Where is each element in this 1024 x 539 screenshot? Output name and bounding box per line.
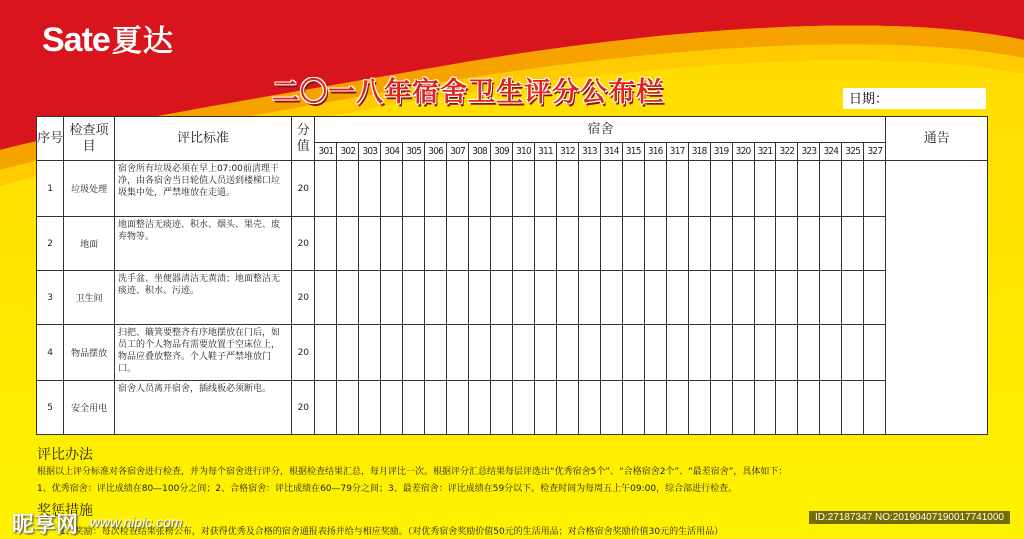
score-cell — [622, 217, 644, 271]
score-cell — [864, 161, 886, 217]
score-cell — [688, 161, 710, 217]
room-header: 314 — [600, 143, 622, 161]
score-cell — [556, 217, 578, 271]
score-cell — [644, 217, 666, 271]
row-score: 20 — [292, 271, 315, 325]
score-cell — [578, 325, 600, 381]
score-cell — [754, 271, 776, 325]
score-cell — [315, 217, 337, 271]
score-cell — [798, 325, 820, 381]
score-cell — [337, 217, 359, 271]
score-cell — [864, 381, 886, 435]
score-cell — [425, 161, 447, 217]
score-cell — [337, 325, 359, 381]
room-header: 302 — [337, 143, 359, 161]
score-cell — [864, 217, 886, 271]
row-no: 5 — [37, 381, 64, 435]
score-cell — [798, 217, 820, 271]
score-cell — [447, 325, 469, 381]
score-cell — [491, 161, 513, 217]
score-cell — [425, 381, 447, 435]
score-cell — [513, 381, 535, 435]
watermark-id: ID:27187347 NO:20190407190017741000 — [809, 511, 1010, 524]
score-cell — [732, 217, 754, 271]
score-cell — [556, 325, 578, 381]
row-item: 垃圾处理 — [64, 161, 115, 217]
score-cell — [600, 271, 622, 325]
score-cell — [688, 381, 710, 435]
room-header: 316 — [644, 143, 666, 161]
method-line-2: 1、优秀宿舍：评比成绩在80—100分之间；2、合格宿舍：评比成绩在60—79分之间；3、最差宿舍：评比成绩在59分以下。检查时间为每周五上午09:00，综合部进行检查。 — [37, 484, 738, 494]
score-cell — [754, 161, 776, 217]
score-cell — [710, 217, 732, 271]
score-cell — [820, 161, 842, 217]
room-header: 311 — [534, 143, 556, 161]
score-cell — [710, 161, 732, 217]
score-cell — [600, 381, 622, 435]
score-cell — [556, 271, 578, 325]
score-cell — [864, 325, 886, 381]
score-cell — [600, 325, 622, 381]
score-cell — [820, 271, 842, 325]
score-cell — [776, 271, 798, 325]
row-criteria: 宿舍人员离开宿舍，插线板必须断电。 — [114, 381, 291, 435]
score-cell — [491, 325, 513, 381]
row-item: 物品摆放 — [64, 325, 115, 381]
table-row — [37, 381, 988, 435]
score-cell — [732, 161, 754, 217]
score-cell — [710, 381, 732, 435]
score-cell — [798, 271, 820, 325]
room-header: 301 — [315, 143, 337, 161]
watermark-logo: 昵享网 — [12, 513, 79, 538]
score-cell — [513, 271, 535, 325]
room-header: 323 — [798, 143, 820, 161]
score-cell — [666, 161, 688, 217]
score-cell — [491, 217, 513, 271]
score-cell — [381, 161, 403, 217]
score-cell — [359, 217, 381, 271]
score-cell — [666, 381, 688, 435]
score-cell — [688, 271, 710, 325]
score-cell — [513, 325, 535, 381]
table-row — [37, 325, 988, 381]
room-header: 313 — [578, 143, 600, 161]
row-score: 20 — [292, 217, 315, 271]
score-cell — [359, 381, 381, 435]
score-cell — [534, 381, 556, 435]
row-item: 卫生间 — [64, 271, 115, 325]
score-cell — [315, 271, 337, 325]
row-criteria: 扫把、簸箕要整齐有序地摆放在门后，如员工的个人物品有需要放置于空床位上，物品应叠放整齐。个人鞋子严禁堆放门口。 — [114, 325, 291, 381]
page-title: 二〇一八年宿舍卫生评分公布栏 — [272, 77, 664, 108]
score-cell — [337, 271, 359, 325]
score-cell — [820, 381, 842, 435]
score-cell — [469, 217, 491, 271]
score-cell — [644, 381, 666, 435]
score-cell — [469, 325, 491, 381]
score-cell — [622, 161, 644, 217]
room-header: 303 — [359, 143, 381, 161]
score-cell — [469, 271, 491, 325]
score-cell — [425, 325, 447, 381]
room-header: 324 — [820, 143, 842, 161]
score-cell — [666, 217, 688, 271]
table-row — [37, 271, 988, 325]
score-cell — [381, 217, 403, 271]
score-cell — [776, 161, 798, 217]
room-header: 309 — [491, 143, 513, 161]
method-title: 评比办法 — [37, 447, 93, 463]
score-cell — [403, 217, 425, 271]
score-cell — [776, 325, 798, 381]
score-table — [36, 116, 988, 435]
score-cell — [359, 271, 381, 325]
score-cell — [447, 271, 469, 325]
row-criteria: 地面整洁无痰迹、积水、烟头、果壳、废弃物等。 — [114, 217, 291, 271]
score-cell — [842, 381, 864, 435]
score-cell — [776, 381, 798, 435]
row-score: 20 — [292, 325, 315, 381]
score-cell — [359, 161, 381, 217]
header-criteria: 评比标准 — [114, 117, 291, 161]
room-header: 312 — [556, 143, 578, 161]
score-cell — [425, 271, 447, 325]
score-cell — [469, 161, 491, 217]
brand-latin: Sate — [42, 21, 110, 59]
header-item: 检查项目 — [64, 117, 115, 161]
score-cell — [754, 381, 776, 435]
score-cell — [534, 161, 556, 217]
score-cell — [337, 161, 359, 217]
score-cell — [622, 271, 644, 325]
score-cell — [491, 271, 513, 325]
room-header: 317 — [666, 143, 688, 161]
room-header: 306 — [425, 143, 447, 161]
score-cell — [732, 271, 754, 325]
score-cell — [403, 161, 425, 217]
notice-cell — [886, 161, 988, 435]
score-cell — [578, 381, 600, 435]
score-cell — [359, 325, 381, 381]
row-item: 地面 — [64, 217, 115, 271]
score-cell — [491, 381, 513, 435]
score-cell — [534, 217, 556, 271]
score-cell — [710, 325, 732, 381]
row-item: 安全用电 — [64, 381, 115, 435]
score-cell — [556, 381, 578, 435]
score-cell — [381, 381, 403, 435]
score-cell — [337, 381, 359, 435]
score-cell — [820, 325, 842, 381]
score-cell — [578, 217, 600, 271]
room-header: 320 — [732, 143, 754, 161]
room-header: 322 — [776, 143, 798, 161]
date-label: 日期： — [849, 92, 889, 107]
score-cell — [754, 325, 776, 381]
score-cell — [732, 381, 754, 435]
row-no: 1 — [37, 161, 64, 217]
score-cell — [688, 325, 710, 381]
score-cell — [644, 271, 666, 325]
score-cell — [513, 217, 535, 271]
score-cell — [798, 381, 820, 435]
room-header: 308 — [469, 143, 491, 161]
score-cell — [403, 271, 425, 325]
header-no: 序号 — [37, 117, 64, 161]
room-header: 307 — [447, 143, 469, 161]
score-cell — [842, 161, 864, 217]
score-cell — [403, 325, 425, 381]
score-cell — [666, 325, 688, 381]
score-cell — [578, 161, 600, 217]
score-cell — [534, 271, 556, 325]
header-dorm: 宿舍 — [315, 117, 886, 143]
table-row — [37, 161, 988, 217]
score-cell — [447, 217, 469, 271]
score-cell — [578, 271, 600, 325]
score-cell — [381, 325, 403, 381]
row-score: 20 — [292, 381, 315, 435]
row-no: 3 — [37, 271, 64, 325]
score-cell — [534, 325, 556, 381]
score-cell — [381, 271, 403, 325]
room-header: 327 — [864, 143, 886, 161]
date-field — [843, 88, 986, 109]
table-row — [37, 217, 988, 271]
score-cell — [425, 217, 447, 271]
brand-chinese: 夏达 — [111, 24, 174, 59]
reward-line-1: 1、奖励：每次检查结果张榜公布，对获得优秀及合格的宿舍通报表扬并给与相应奖励。（对优秀宿舍奖励价值50元的生活用品；对合格宿舍奖励价值30元的生活用品） — [60, 527, 724, 537]
score-cell — [622, 381, 644, 435]
row-criteria: 洗手盆、坐便器清洁无黄渍；地面整洁无痰迹、积水、污迹。 — [114, 271, 291, 325]
score-cell — [688, 217, 710, 271]
score-cell — [864, 271, 886, 325]
score-cell — [447, 381, 469, 435]
score-cell — [820, 217, 842, 271]
score-cell — [556, 161, 578, 217]
score-cell — [754, 217, 776, 271]
score-cell — [666, 271, 688, 325]
score-cell — [710, 271, 732, 325]
score-cell — [776, 217, 798, 271]
score-cell — [447, 161, 469, 217]
score-cell — [798, 161, 820, 217]
score-cell — [732, 325, 754, 381]
score-cell — [644, 325, 666, 381]
score-cell — [842, 325, 864, 381]
watermark-url: www.nipic.com — [90, 514, 183, 530]
header-score: 分值 — [292, 117, 315, 161]
score-cell — [842, 271, 864, 325]
room-header: 319 — [710, 143, 732, 161]
score-cell — [315, 161, 337, 217]
method-line-1: 根据以上评分标准对各宿舍进行检查，并为每个宿舍进行评分，根据检查结果汇总，每月评比一次。根据评分汇总结果每层评选出“优秀宿舍5个”、“合格宿舍2个”、“最差宿舍”，具体如下： — [37, 467, 788, 477]
header-notice: 通告 — [886, 117, 988, 161]
score-cell — [600, 161, 622, 217]
row-score: 20 — [292, 161, 315, 217]
score-cell — [315, 381, 337, 435]
room-header: 318 — [688, 143, 710, 161]
row-no: 4 — [37, 325, 64, 381]
score-cell — [403, 381, 425, 435]
brand-logo — [42, 20, 174, 62]
room-header: 325 — [842, 143, 864, 161]
score-cell — [644, 161, 666, 217]
score-cell — [513, 161, 535, 217]
score-cell — [622, 325, 644, 381]
score-cell — [469, 381, 491, 435]
score-cell — [600, 217, 622, 271]
room-header: 304 — [381, 143, 403, 161]
room-header: 315 — [622, 143, 644, 161]
score-cell — [842, 217, 864, 271]
room-header: 305 — [403, 143, 425, 161]
score-cell — [315, 325, 337, 381]
row-no: 2 — [37, 217, 64, 271]
reward-title: 奖惩措施 — [37, 503, 93, 519]
room-header: 310 — [513, 143, 535, 161]
row-criteria: 宿舍所有垃圾必须在早上07:00前清理干净，由各宿舍当日轮值人员送到楼梯口垃圾集中处，严禁堆放在走道。 — [114, 161, 291, 217]
room-header: 321 — [754, 143, 776, 161]
